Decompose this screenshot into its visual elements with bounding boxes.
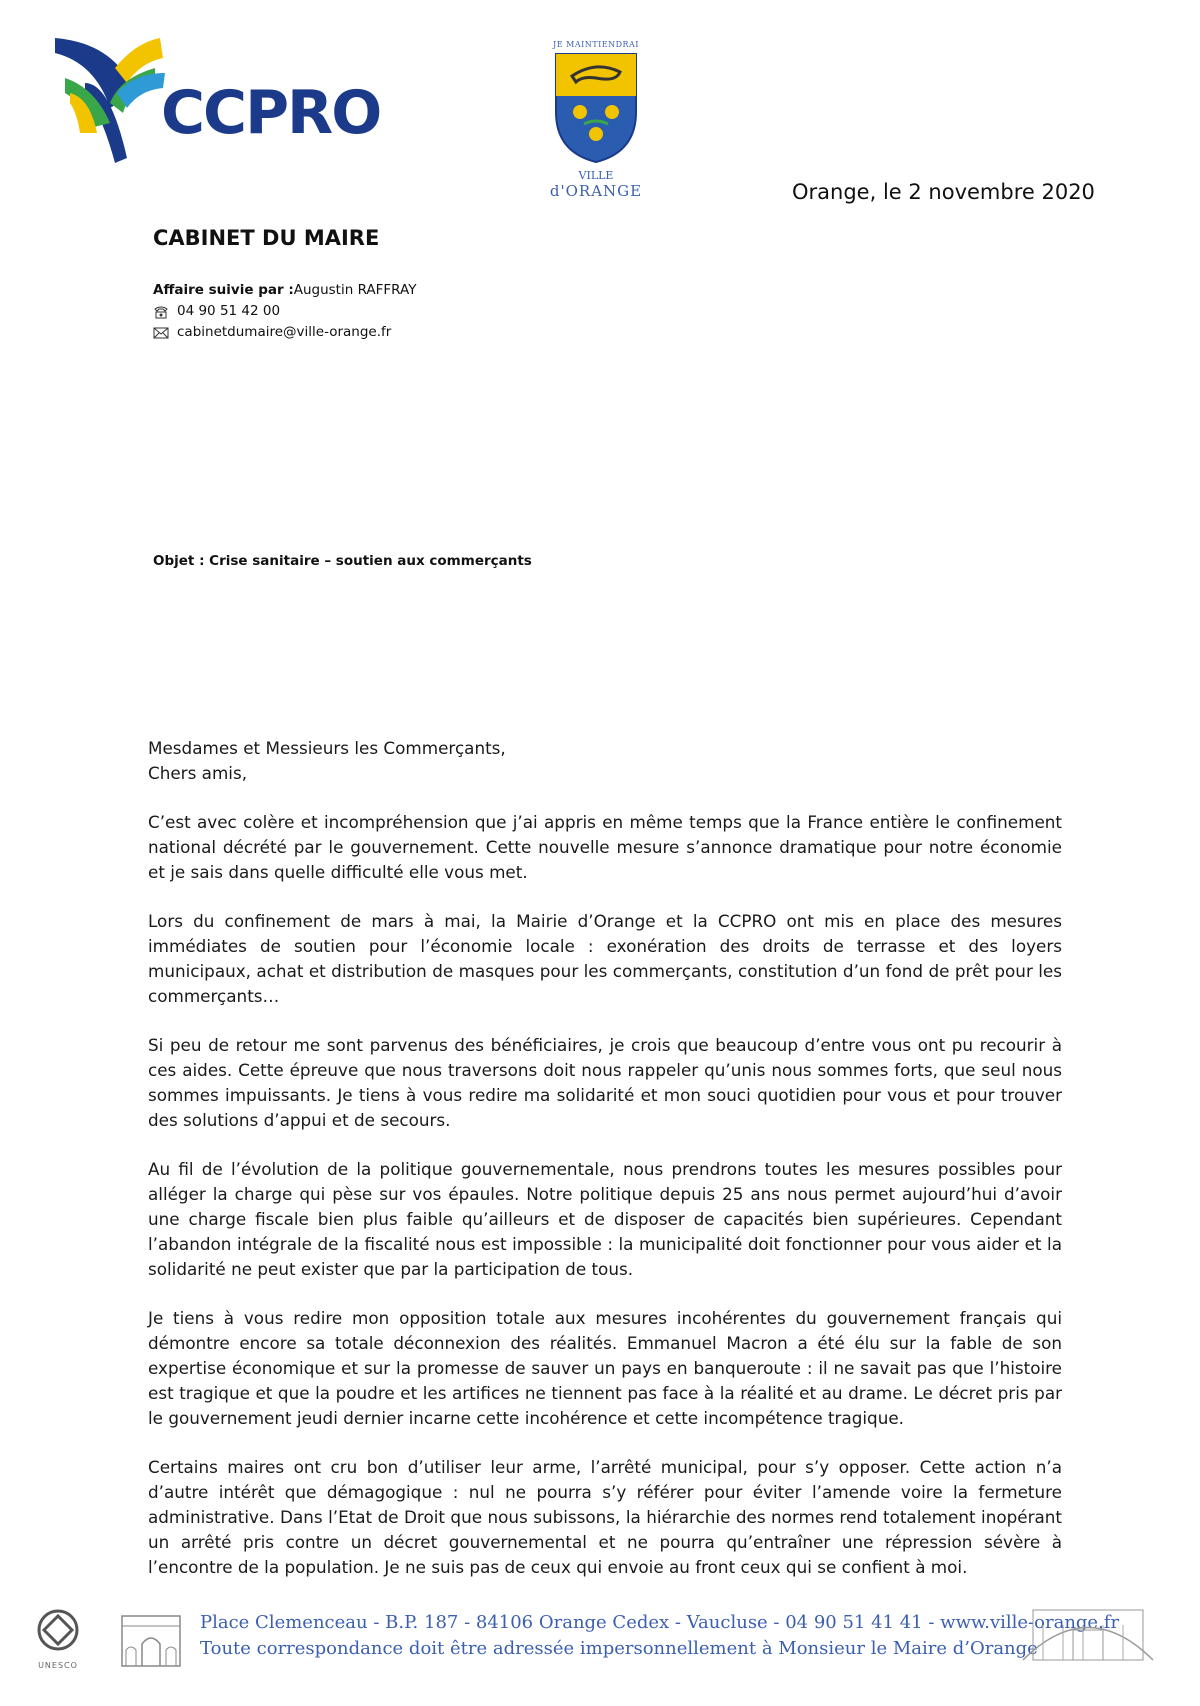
footer-address <box>200 1610 1120 1662</box>
subject-label: Objet : <box>153 553 205 569</box>
footer-address-line: Place Clemenceau - B.P. 187 - 84106 Orange Cedex - Vaucluse - 04 90 51 41 41 - www.ville-orange.fr <box>200 1612 1120 1633</box>
antique-theatre-icon <box>1018 1600 1158 1670</box>
paragraph-3: Si peu de retour me sont parvenus des bénéficiaires, je crois que beaucoup d’entre vous ont pu recourir à ces aides. Cette épreuve que nous traversons doit nous rappeler qu’unis nous sommes forts, que seul nous sommes impuissants. Je tiens à vous redire ma solidarité et mon souci quotidien pour vous et pour trouver des solutions d’appui et de secours. <box>148 1035 1062 1130</box>
subject-line <box>153 553 532 569</box>
email-address[interactable]: cabinetdumaire@ville-orange.fr <box>177 324 392 340</box>
followed-by-label: Affaire suivie par : <box>153 282 294 298</box>
salutation <box>148 736 1062 786</box>
ccpro-emblem-icon <box>55 38 165 168</box>
letter-body <box>148 736 1062 1604</box>
crest-orange-label: d'ORANGE <box>549 182 643 200</box>
paragraph-6: Certains maires ont cru bon d’utiliser leur arme, l’arrêté municipal, pour s’y opposer. Cette action n’a d’autre intérêt que démagogique : nul ne pourra s’y référer pour éviter l’amende voire la fermeture administrative. Dans l’Etat de Droit que nous subissons, la hiérarchie des normes rend totalement inopérant un arrêté pris contre un décret gouvernemental et ne pourra qu’entraîner une répression sévère à l’encontre de la population. Je ne suis pas de ceux qui envoie au front ceux qui se confient à moi. <box>148 1457 1062 1577</box>
paragraph-1: C’est avec colère et incompréhension que j’ai appris en même temps que la France entière le confinement national décrété par le gouvernement. Cette nouvelle mesure s’annonce dramatique pour notre économie et je sais dans quelle difficulté elle vous met. <box>148 812 1062 882</box>
unesco-heritage-icon <box>36 1608 80 1656</box>
shield-icon <box>554 52 638 164</box>
orange-crest <box>546 40 646 200</box>
unesco-logo <box>36 1608 80 1668</box>
email-row <box>153 322 416 343</box>
phone-row <box>153 301 416 322</box>
envelope-icon <box>153 326 169 340</box>
ccpro-logo-text: CCPRO <box>161 78 381 148</box>
letter-date: Orange, le 2 novembre 2020 <box>792 180 1095 204</box>
followed-by-row <box>153 280 416 301</box>
triumphal-arch-icon <box>120 1610 182 1668</box>
crest-ville-label: VILLE <box>578 169 614 182</box>
crest-motto: JE MAINTIENDRAI <box>553 40 639 49</box>
salutation-line-2: Chers amis, <box>148 763 248 783</box>
letter-footer <box>0 1600 1200 1690</box>
paragraph-2: Lors du confinement de mars à mai, la Mairie d’Orange et la CCPRO ont mis en place des mesures immédiates de soutien pour l’économie locale : exonération des droits de terrasse et des loyers municipaux, achat et distribution de masques pour les commerçants, constitution d’un fond de prêt pour les commerçants… <box>148 911 1062 1006</box>
unesco-label: UNESCO <box>38 1661 78 1670</box>
footer-notice-line: Toute correspondance doit être adressée impersonnellement à Monsieur le Maire d’Orange <box>200 1638 1038 1659</box>
paragraph-4: Au fil de l’évolution de la politique gouvernementale, nous prendrons toutes les mesures possibles pour alléger la charge qui pèse sur vos épaules. Notre politique depuis 25 ans nous permet aujourd’hui d’avoir une charge fiscale bien plus faible qu’ailleurs et de disposer de capacités bien supérieures. Cependant l’abandon intégrale de la fiscalité nous est impossible : la municipalité doit fonctionner pour vous aider et la solidarité ne peut exister que par la participation de tous. <box>148 1159 1062 1279</box>
phone-icon <box>153 305 169 319</box>
office-title: CABINET DU MAIRE <box>153 226 380 250</box>
phone-number: 04 90 51 42 00 <box>177 303 281 319</box>
salutation-line-1: Mesdames et Messieurs les Commerçants, <box>148 738 506 758</box>
followed-by-name: Augustin RAFFRAY <box>293 282 417 298</box>
paragraph-5: Je tiens à vous redire mon opposition totale aux mesures incohérentes du gouvernement français qui démontre encore sa totale déconnexion des réalités. Emmanuel Macron a été élu sur la fable de son expertise économique et sur la promesse de sauver un pays en banqueroute : il ne savait pas que l’histoire est tragique et que la poudre et les artifices ne tiennent pas face à la réalité et au drame. Le décret pris par le gouvernement jeudi dernier incarne cette incohérence et cette incompétence tragique. <box>148 1308 1062 1428</box>
subject-text: Crise sanitaire – soutien aux commerçants <box>204 553 532 569</box>
contact-block <box>153 280 416 343</box>
